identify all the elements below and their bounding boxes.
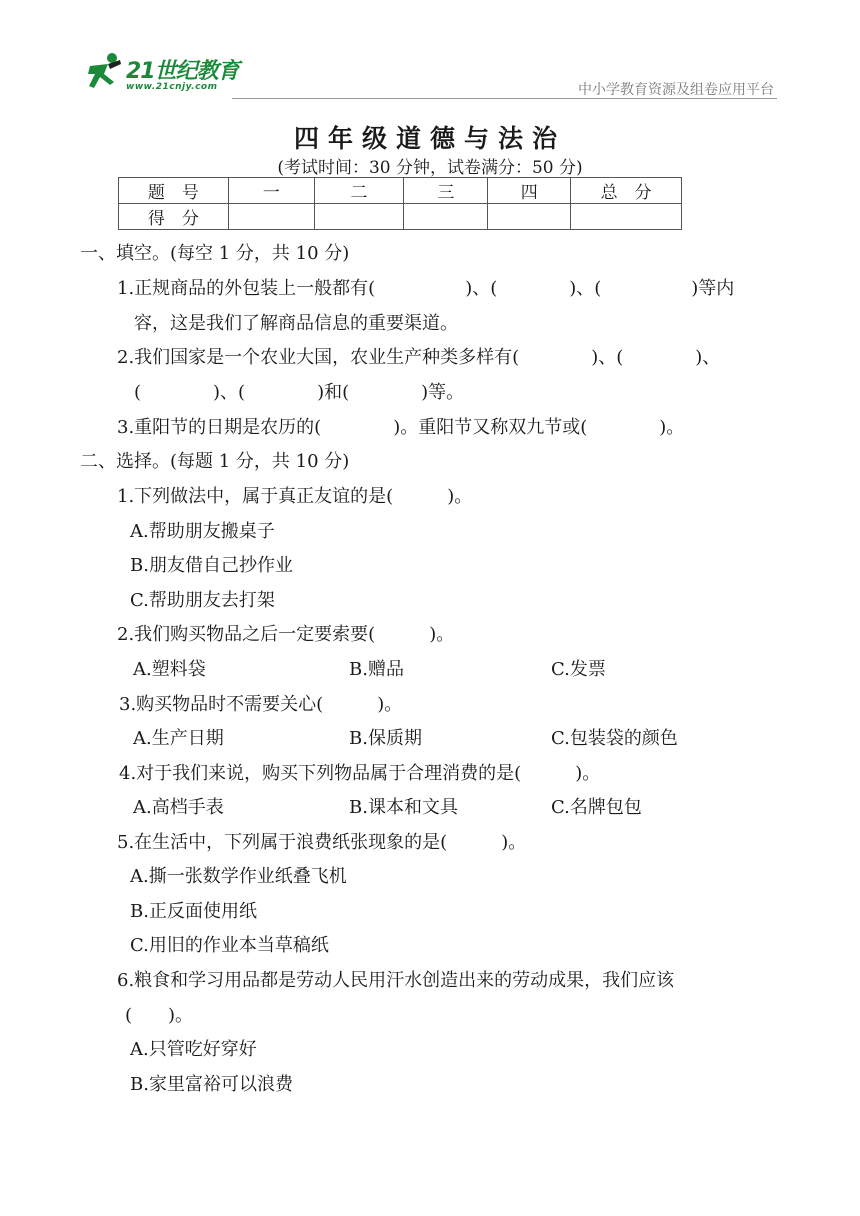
platform-label: 中小学教育资源及组卷应用平台 bbox=[578, 82, 774, 98]
option-c: C.发票 bbox=[551, 659, 606, 680]
score-table-cell: 二 bbox=[314, 178, 404, 204]
question-text: 3.重阳节的日期是农历的( )。重阳节又称双九节或( )。 bbox=[117, 417, 685, 438]
question-text: ( )、( )和( )等。 bbox=[134, 382, 465, 403]
option-a: A.只管吃好穿好 bbox=[130, 1039, 257, 1060]
exam-info: (考试时间：30 分钟，试卷满分：50 分) bbox=[277, 158, 583, 178]
option-b: B.家里富裕可以浪费 bbox=[130, 1074, 293, 1095]
runner-icon bbox=[82, 52, 124, 92]
score-input-cell[interactable] bbox=[488, 204, 571, 230]
question-text: 4.对于我们来说，购买下列物品属于合理消费的是( )。 bbox=[119, 763, 601, 784]
option-a: A.帮助朋友搬桌子 bbox=[130, 521, 275, 542]
section-heading: 一、填空。(每空 1 分，共 10 分) bbox=[80, 243, 350, 264]
option-b: B.保质期 bbox=[349, 728, 422, 749]
option-a: A.高档手表 bbox=[133, 797, 224, 818]
question-text: 3.购买物品时不需要关心( )。 bbox=[119, 694, 403, 715]
score-input-cell[interactable] bbox=[571, 204, 682, 230]
option-c: C.帮助朋友去打架 bbox=[130, 590, 275, 611]
score-table-cell: 三 bbox=[404, 178, 488, 204]
option-c: C.用旧的作业本当草稿纸 bbox=[130, 935, 329, 956]
option-a: A.生产日期 bbox=[133, 728, 224, 749]
score-table-header-row bbox=[119, 178, 682, 204]
option-a: A.撕一张数学作业纸叠飞机 bbox=[130, 866, 347, 887]
score-table-cell: 四 bbox=[488, 178, 571, 204]
option-b: B.课本和文具 bbox=[349, 797, 458, 818]
score-table-score-row bbox=[119, 204, 682, 230]
question-text: 5.在生活中，下列属于浪费纸张现象的是( )。 bbox=[117, 832, 527, 853]
header-divider bbox=[232, 98, 777, 99]
question-text: 2.我们国家是一个农业大国，农业生产种类多样有( )、( )、 bbox=[117, 347, 721, 368]
question-text: 6.粮食和学习用品都是劳动人民用汗水创造出来的劳动成果，我们应该 bbox=[117, 970, 675, 991]
option-b: B.朋友借自己抄作业 bbox=[130, 555, 293, 576]
score-input-cell[interactable] bbox=[314, 204, 404, 230]
option-b: B.赠品 bbox=[349, 659, 404, 680]
page-title: 四年级道德与法治 bbox=[293, 124, 566, 153]
option-c: C.名牌包包 bbox=[551, 797, 642, 818]
site-logo bbox=[82, 52, 282, 98]
question-text: 容，这是我们了解商品信息的重要渠道。 bbox=[134, 313, 458, 334]
option-a: A.塑料袋 bbox=[133, 659, 206, 680]
score-table bbox=[118, 177, 682, 230]
score-table-cell: 一 bbox=[228, 178, 314, 204]
page-header bbox=[0, 0, 860, 110]
option-b: B.正反面使用纸 bbox=[130, 901, 257, 922]
logo-text: 21世纪教育 bbox=[126, 59, 239, 84]
question-text: 2.我们购买物品之后一定要索要( )。 bbox=[117, 624, 455, 645]
score-input-cell[interactable] bbox=[404, 204, 488, 230]
score-table-cell: 得 分 bbox=[119, 204, 229, 230]
question-text: 1.下列做法中，属于真正友谊的是( )。 bbox=[117, 486, 473, 507]
option-c: C.包装袋的颜色 bbox=[551, 728, 678, 749]
score-input-cell[interactable] bbox=[228, 204, 314, 230]
score-table-cell: 题 号 bbox=[119, 178, 229, 204]
question-text: 1.正规商品的外包装上一般都有( )、( )、( )等内 bbox=[117, 278, 735, 299]
question-text: ( )。 bbox=[125, 1005, 194, 1026]
logo-url: www.21cnjy.com bbox=[126, 82, 218, 92]
score-table-cell: 总 分 bbox=[571, 178, 682, 204]
section-heading: 二、选择。(每题 1 分，共 10 分) bbox=[80, 451, 350, 472]
